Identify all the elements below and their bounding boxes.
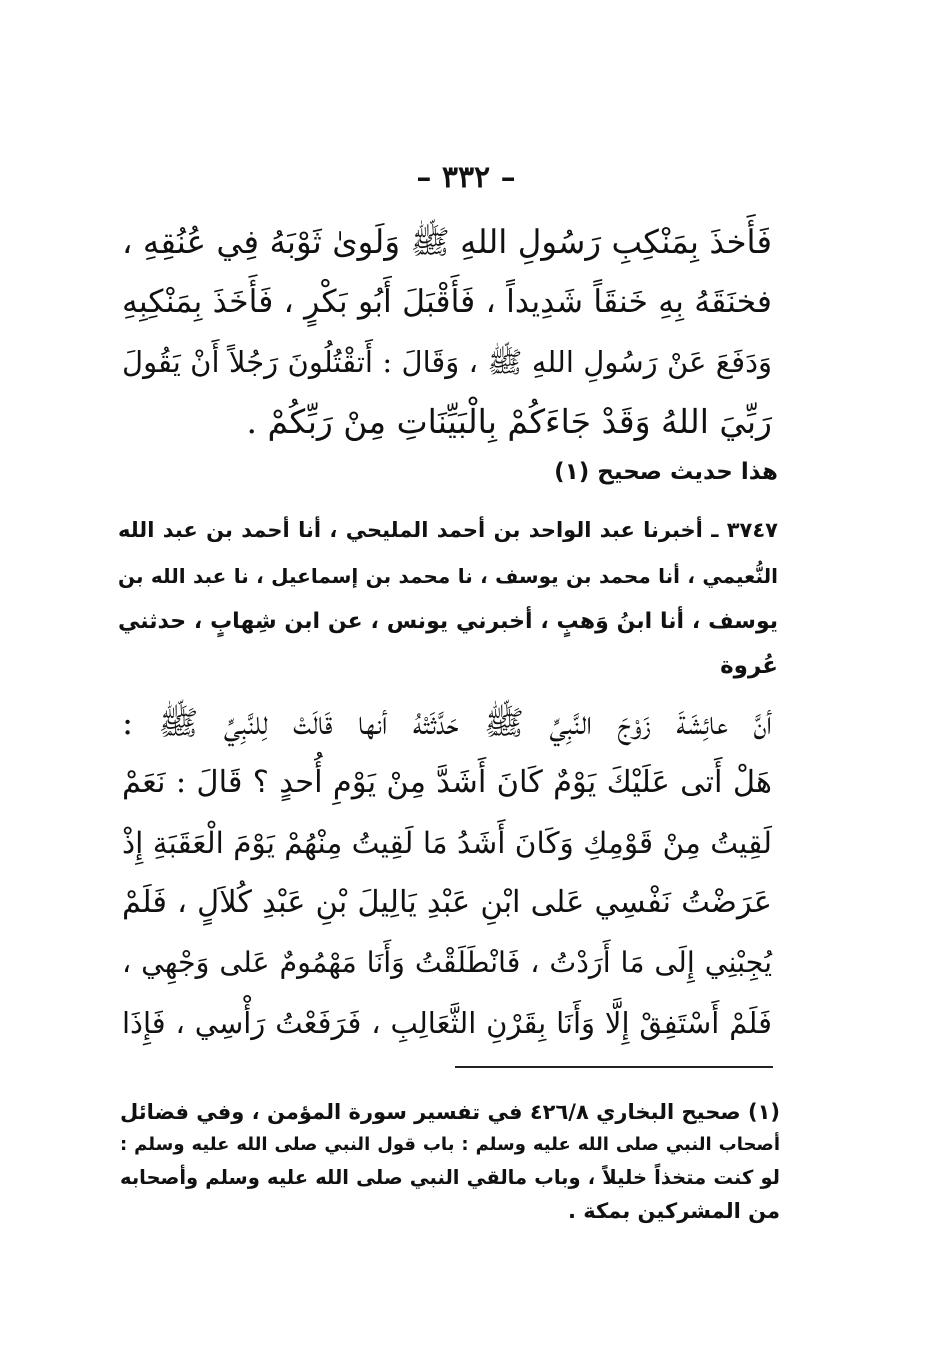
hadith-text-line: فخنَقَهُ بِهِ خَنقَاً شَدِيداً ، فَأَقْبَلَ أَبُو بَكْرٍ ، فَأَخَذَ بِمَنْكِبِهِ — [122, 284, 772, 320]
matn-line: يُجِبْنِي إِلَى مَا أَرَدْتُ ، فَانْطَلَقْتُ وَأَنَا مَهْمُومٌ عَلى وَجْهِي ، — [122, 946, 772, 979]
hadith-grade: هذا حديث صحيح (١) — [554, 459, 778, 485]
footnote-line: (١) صحيح البخاري ٤٢٦/٨ في تفسير سورة المؤمن ، وفي فضائل — [120, 1100, 780, 1124]
isnad-line: يوسف ، أنا ابنُ وَهبٍ ، أخبرني يونس ، عن ابن شِهابٍ ، حدثني — [118, 609, 778, 634]
footnote-divider — [455, 1066, 773, 1068]
page-number: – ٣٣٢ – — [416, 160, 516, 195]
hadith-text-line: فَأَخذَ بِمَنْكِبِ رَسُولِ اللهِ ﷺ وَلَوىٰ ثَوْبَهُ فِي عُنُقِهِ ، — [122, 223, 772, 261]
matn-line: فَلَمْ أَسْتَفِقْ إِلَّا وَأَنَا بِقَرْنِ الثَّعَالِبِ ، فَرَفَعْتُ رَأْسِي ، فَإِذَا — [122, 1006, 772, 1040]
matn-line: عَرَضْتُ نَفْسِي عَلى ابْنِ عَبْدِ يَالِيلَ بْنِ عَبْدِ كُلاَلٍ ، فَلَمْ — [122, 885, 772, 920]
matn-line: لَقِيتُ مِنْ قَوْمِكِ وَكَانَ أَشَدُ مَا لَقِيتُ مِنْهُمْ يَوْمَ الْعَقَبَةِ إِذْ — [122, 826, 772, 860]
isnad-line: النُّعيمي ، أنا محمد بن يوسف ، نا محمد بن إسماعيل ، نا عبد الله بن — [118, 564, 778, 588]
matn-line: هَلْ أَتى عَلَيْكَ يَوْمٌ كَانَ أَشَدَّ مِنْ يَوْمِ أُحدٍ ؟ قَالَ : نَعَمْ — [122, 765, 772, 800]
matn-line: أنَّ عائِشَةَ زَوْجَ النَّبِيِّ ﷺ حَدَّثَتْهُ أنها قَالَتْ لِلنَّبِيِّ ﷺ : — [122, 703, 772, 742]
footnote-line: أصحاب النبي صلى الله عليه وسلم : باب قول النبي صلى الله عليه وسلم : — [120, 1134, 780, 1155]
hadith-text-line: وَدَفَعَ عَنْ رَسُولِ اللهِ ﷺ ، وَقَالَ : أَتقْتُلُونَ رَجُلاً أَنْ يَقُولَ — [122, 345, 772, 379]
isnad-line: عُروة — [720, 653, 778, 679]
isnad-line: ٣٧٤٧ ـ أخبرنا عبد الواحد بن أحمد المليحي ، أنا أحمد بن عبد الله — [118, 518, 778, 542]
footnote-line: من المشركين بمكة . — [568, 1199, 780, 1223]
footnote-line: لو كنت متخذاً خليلاً ، وباب مالقي النبي صلى الله عليه وسلم وأصحابه — [120, 1166, 780, 1189]
hadith-text-line: رَبِّيَ اللهُ وَقَدْ جَاءَكُمْ بِالْبَيِّنَاتِ مِنْ رَبِّكُمْ . — [246, 402, 772, 441]
